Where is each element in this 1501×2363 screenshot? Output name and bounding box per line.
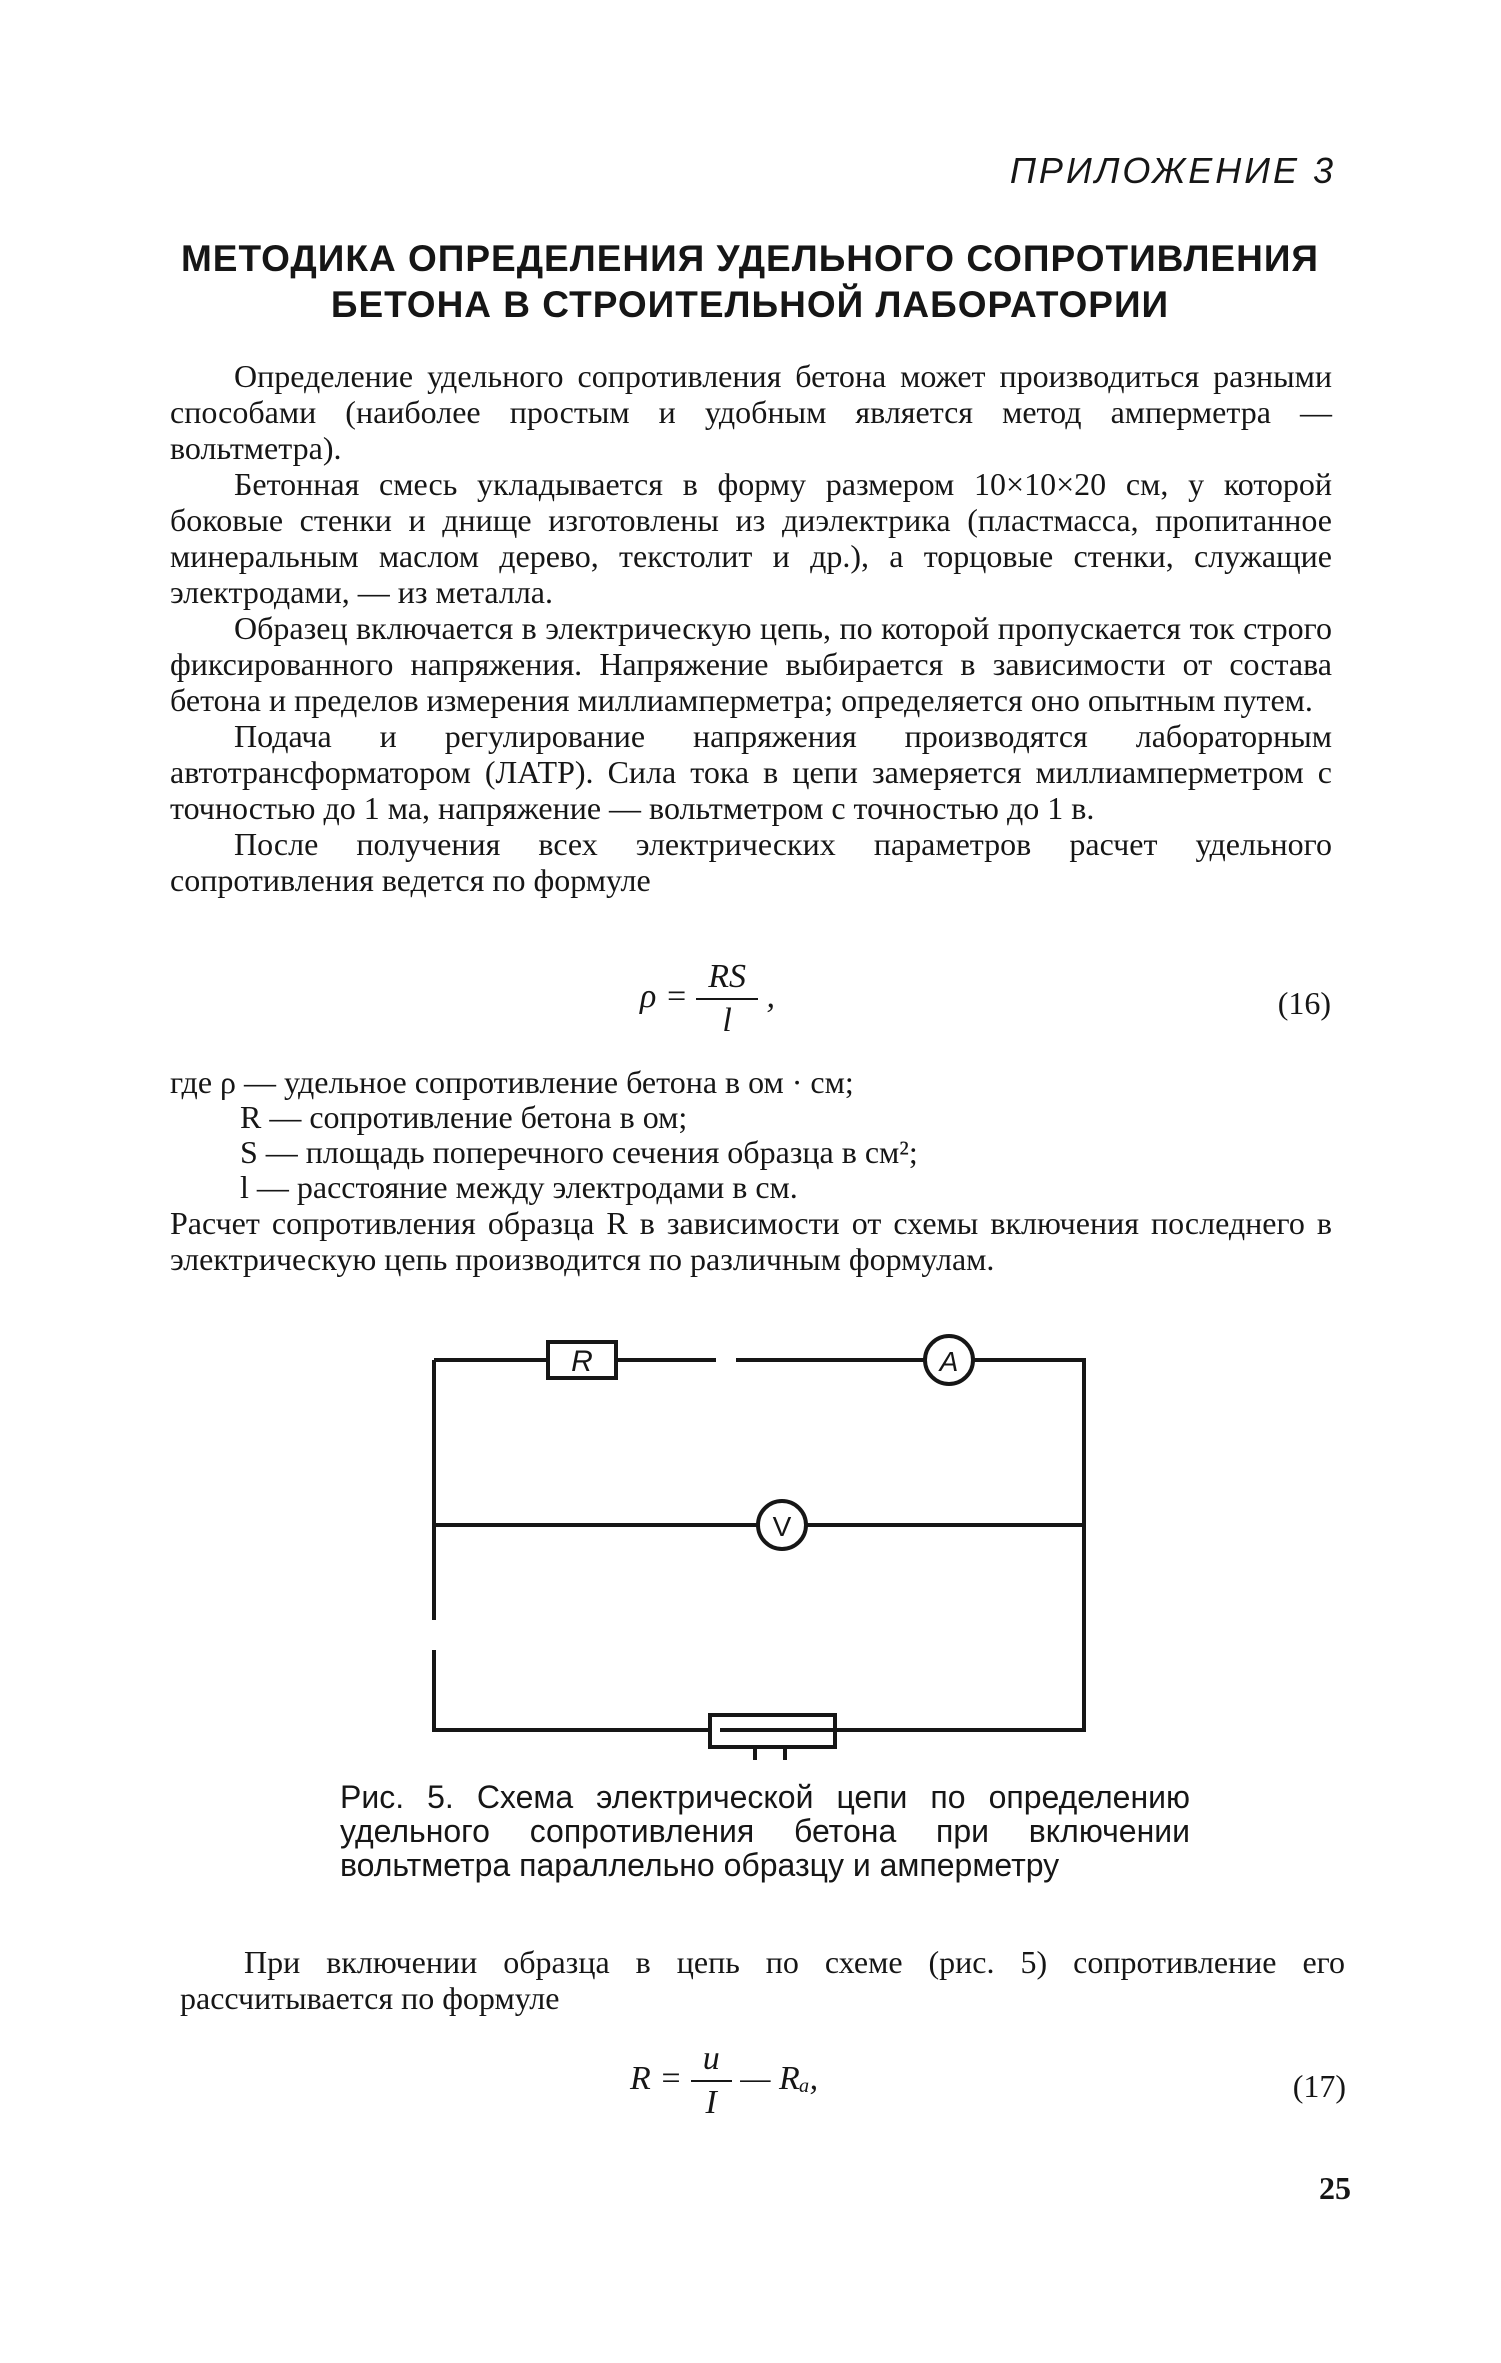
equation-number-16: (16) xyxy=(1277,985,1331,1021)
formula-16-denominator: l xyxy=(722,1002,732,1039)
definition-item: S — площадь поперечного сечения образца в см²; xyxy=(240,1134,918,1170)
formula-17 xyxy=(630,2040,818,2122)
equation-number-17: (17) xyxy=(1292,2068,1346,2104)
final-text xyxy=(180,1944,1345,2016)
paragraph-1: Определение удельного сопротивления бетона может производиться разными способами (наиболее простым и удобным является метод амперметра — вольтметра). xyxy=(170,358,1332,466)
paragraph-4: Подача и регулирование напряжения производятся лабораторным автотрансформатором (ЛАТР). Сила тока в цепи замеряется миллиамперметром с точностью до 1 ма, напряжение — вольтметром с точностью до 1 в. xyxy=(170,718,1332,826)
formula-17-numerator: u xyxy=(691,2040,732,2082)
definition-item: R — сопротивление бетона в ом; xyxy=(240,1099,688,1135)
formula-17-lhs: R = xyxy=(630,2059,683,2097)
intro-text xyxy=(170,358,1332,898)
formula-17-denominator: I xyxy=(705,2084,717,2121)
where-lead: где xyxy=(170,1064,213,1100)
paragraph-after-definitions xyxy=(170,1205,1332,1277)
circuit-diagram xyxy=(420,1320,1100,1760)
paragraph-2: Бетонная смесь укладывается в форму размером 10×10×20 см, у которой боковые стенки и днище изготовлены из диэлектрика (пластмасса, пропитанное минеральным маслом дерево, текстолит и др.), а торцовые стенки, служащие электродами, — из металла. xyxy=(170,466,1332,610)
definition-item: ρ — удельное сопротивление бетона в ом · см; xyxy=(220,1064,854,1100)
formula-17-fraction xyxy=(691,2040,732,2122)
formula-16-tail: , xyxy=(766,977,776,1015)
ammeter-label: A xyxy=(939,1346,959,1377)
paragraph-3: Образец включается в электрическую цепь, по которой пропускается ток строго фиксированного напряжения. Напряжение выбирается в зависимости от состава бетона и пределов измерения миллиамперметра; определяется оно опытным путем. xyxy=(170,610,1332,718)
page-title xyxy=(150,236,1350,328)
paragraph-5: После получения всех электрических параметров расчет удельного сопротивления ведется по формуле xyxy=(170,826,1332,898)
title-line-2: БЕТОНА В СТРОИТЕЛЬНОЙ ЛАБОРАТОРИИ xyxy=(330,284,1170,325)
appendix-label: ПРИЛОЖЕНИЕ 3 xyxy=(1009,150,1336,191)
definition-item: l — расстояние между электродами в см. xyxy=(240,1169,798,1205)
formula-16-fraction xyxy=(696,958,758,1040)
variable-definitions xyxy=(170,1065,918,1205)
wire-top-right-loop xyxy=(720,1360,1084,1730)
paragraph-6: Расчет сопротивления образца R в зависимости от схемы включения последнего в электрическую цепь производится по различным формулам. xyxy=(170,1205,1332,1277)
formula-17-tail: — Rₐ, xyxy=(740,2059,819,2097)
page-number: 25 xyxy=(1319,2170,1351,2206)
resistor-label: R xyxy=(571,1345,593,1378)
formula-16-numerator: RS xyxy=(696,958,758,1000)
figure-caption: Рис. 5. Схема электрической цепи по определению удельного сопротивления бетона при включении вольтметра параллельно образцу и амперметру xyxy=(340,1779,1190,1883)
formula-16-lhs: ρ = xyxy=(640,977,688,1015)
voltmeter-label: V xyxy=(772,1511,792,1542)
wire-left-lower xyxy=(434,1650,550,1730)
title-line-1: МЕТОДИКА ОПРЕДЕЛЕНИЯ УДЕЛЬНОГО СОПРОТИВЛЕНИЯ xyxy=(180,238,1320,279)
paragraph-7: При включении образца в цепь по схеме (рис. 5) сопротивление его рассчитывается по формуле xyxy=(180,1944,1345,2016)
definition-row xyxy=(170,1065,918,1100)
formula-16 xyxy=(640,958,775,1040)
